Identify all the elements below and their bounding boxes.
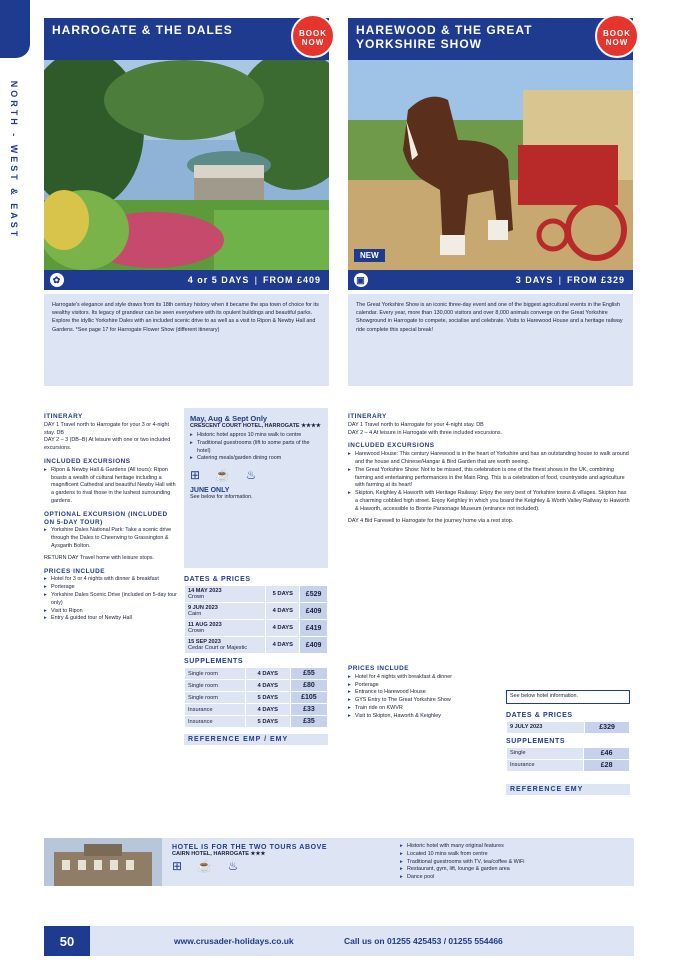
harrogate-itinerary: ITINERARY DAY 1 Travel north to Harrogate for your 3 or 4-night stay. DB DAY 2 – 3 (DB–B) At leisure with one or two included excursions. INCLUDED EXCURSIONS ▸ Ripon & Newby Hall & Gardens (All tours): Ripon boasts a wealth of cultural heritage including a magnificent Cathedral and beautiful Newby Hall with a gardens to rival those in the lushest surrounding gardens. OPTIONAL EXCURSION (INCLUDED ON 5-DAY TOUR) ▸ Yorkshire Dales National Park: Take a scenic drive through the Dales to Cheerwing to Grassington & Aysgarth Bolton. RETURN DAY Travel home with leisure stops. PRICES INCLUDE ▸ Hotel for 3 or 4 nights with dinner & breakfast ▸ Porterage ▸ Yorkshire Dales Scenic Drive (included on 5-day tour only) ▸ Visit to Ripon ▸ Entry & guided tour of Newby Hall <box>44 408 178 623</box>
tour-card-harewood <box>348 18 633 386</box>
table-row: Insurance 5 DAYS £35 <box>185 716 328 728</box>
new-tag: NEW <box>354 249 385 262</box>
harrogate-photo <box>44 60 329 270</box>
harewood-dates-prices: See below hotel information. DATES & PRICES 9 JULY 2023 £329 SUPPLEMENTS Single £46 Insurance £28 REFERENCE EMY <box>506 690 630 795</box>
supplements-table <box>184 667 328 728</box>
table-row: 15 SEP 2023 Cedar Court or Majestic 4 DAYS £409 <box>185 637 328 654</box>
book-now-badge[interactable]: BOOK NOW <box>291 14 335 58</box>
phone-number: Call us on 01255 425453 / 01255 554466 <box>344 936 503 946</box>
page-footer <box>44 926 634 956</box>
hotel-info-box: May, Aug & Sept Only CRESCENT COURT HOTEL, HARROGATE ★★★★ ▸ Historic hotel approx 10 mins walk to centre ▸ Traditional guestrooms (lift to some parts of the hotel) ▸ Catering meals/garden dining room ⊞ ☕ ♨ JUNE ONLY See below for information. <box>184 408 328 568</box>
table-row: Single room 5 DAYS £105 <box>185 692 328 704</box>
table-row: 9 JUN 2023 Cairn 4 DAYS £409 <box>185 603 328 620</box>
table-row: Single £46 <box>507 747 630 759</box>
table-row: 14 MAY 2023 Crown 5 DAYS £529 <box>185 586 328 603</box>
shire-horse-photo <box>348 60 633 270</box>
reference-code: REFERENCE EMP / EMY <box>184 734 328 745</box>
book-now-badge[interactable]: BOOK NOW <box>595 14 639 58</box>
star-icon: ✿ <box>50 273 64 287</box>
tour-info-bar: ✿ 4 or 5 DAYS | FROM £409 <box>44 270 329 290</box>
reference-code: REFERENCE EMY <box>506 784 630 795</box>
cairn-hotel-photo <box>44 838 162 886</box>
dates-table <box>184 585 328 654</box>
tour-info-bar: ▣ 3 DAYS | FROM £329 <box>348 270 633 290</box>
dates-table <box>506 721 630 734</box>
harewood-itinerary: ITINERARY DAY 1 Travel north to Harrogate for your 4-night stay. DB DAY 2 – 4 At leisure in Harrogate with three included excursions. INCLUDED EXCURSIONS ▸ Harewood House: This century Harewood is in the heart of Yorkshire and has an outstanding house to walk around and the house and Chinese/Hangar & Bird Garden that are worth seeing. ▸ The Great Yorkshire Show: Not to be missed, this celebration is one of the finest shows in the UK, combining farming and entertaining performances in the Main Ring. This is a celebration of food, countryside and agriculture with farming at its heart! ▸ Skipton, Keighley & Haworth with Heritage Railway: Enjoy the very best of Yorkshire towns & villages. Skipton has a charming cobbled high street. Enjoy Keighley in which you board the Keighley & Worth Valley Railway to Haworth & Haworth, accessible to Bronte Parsonage Museum (entrance not included). DAY 4 Bid Farewell to Harrogate for the journey home via a rest stop. <box>348 408 630 525</box>
side-tab <box>0 0 30 58</box>
website-link[interactable]: www.crusader-holidays.co.uk <box>174 936 294 946</box>
table-row: Single room 4 DAYS £80 <box>185 680 328 692</box>
tour-title: HARROGATE & THE DALES BOOK NOW <box>44 18 329 60</box>
harewood-prices-include: PRICES INCLUDE ▸ Hotel for 4 nights with breakfast & dinner ▸ Porterage ▸ Entrance to Harewood House ▸ GYS Entry to The Great Yorkshire Show ▸ Train ride on KWVR ▸ Visit to Skipton, Haworth & Keighley <box>348 660 498 721</box>
table-row: Insurance 4 DAYS £33 <box>185 704 328 716</box>
harrogate-dates-prices: DATES & PRICES 14 MAY 2023 Crown 5 DAYS £529 9 JUN 2023 Cairn 4 DAYS £409 11 AUG 2023 Crown 4 DAYS £419 15 SEP 2023 Cedar Court or Majestic 4 DAYS £409 SUPPLEMENTS Single room 4 DAYS £55 Single room 4 DAYS £80 Single room 5 DAYS £105 Insurance 4 DAYS £33 Insurance 5 DAYS £35 REFERENCE EMP / EMY <box>184 572 328 745</box>
page-number: 50 <box>44 926 90 956</box>
tour-title: HAREWOOD & THE GREAT YORKSHIRE SHOW BOOK NOW <box>348 18 633 60</box>
table-row: 11 AUG 2023 Crown 4 DAYS £419 <box>185 620 328 637</box>
table-row: Insurance £28 <box>507 759 630 771</box>
amenity-icons: ⊞ ☕ ♨ <box>172 859 245 873</box>
supplements-table <box>506 747 630 772</box>
amenity-icons: ⊞ ☕ ♨ <box>190 468 263 483</box>
tour-card-harrogate <box>44 18 329 386</box>
region-label: NORTH - WEST & EAST <box>9 80 19 240</box>
table-row: Single room 4 DAYS £55 <box>185 668 328 680</box>
tour-description: The Great Yorkshire Show is an iconic three-day event and one of the biggest agricultural events in the English calendar. Every year, more than 130,000 visitors and over 8,000 animals converge on the Great Yorkshire Showground in Harrogate to compete, socialise and celebrate. Visits to Harewood House and a heritage railway ride complete this special break! <box>348 294 633 386</box>
shared-hotel-banner: HOTEL IS FOR THE TWO TOURS ABOVE CAIRN HOTEL, HARROGATE ★★★ ⊞ ☕ ♨ ▸ Historic hotel with many original features ▸ Located 10 mins walk from centre ▸ Traditional guestrooms with TV, tea/coffee & WiFi ▸ Restaurant, gym, lift, lounge & garden area ▸ Dance pool <box>44 838 634 886</box>
table-row: 9 JULY 2023 £329 <box>507 721 630 733</box>
train-icon: ▣ <box>354 273 368 287</box>
tour-description: Harrogate's elegance and style draws from its 18th century history when it became the spa town of choice for its wealthy visitors. Its legacy of grandeur can be seen everywhere with its opulent buildings and beautiful parks. Explore the idyllic Yorkshire Dales with an included scenic drive to as well as a visit to Ripon & Newby Hall and Gardens. *See page 17 for Harrogate Flower Show (different itinerary) <box>44 294 329 386</box>
